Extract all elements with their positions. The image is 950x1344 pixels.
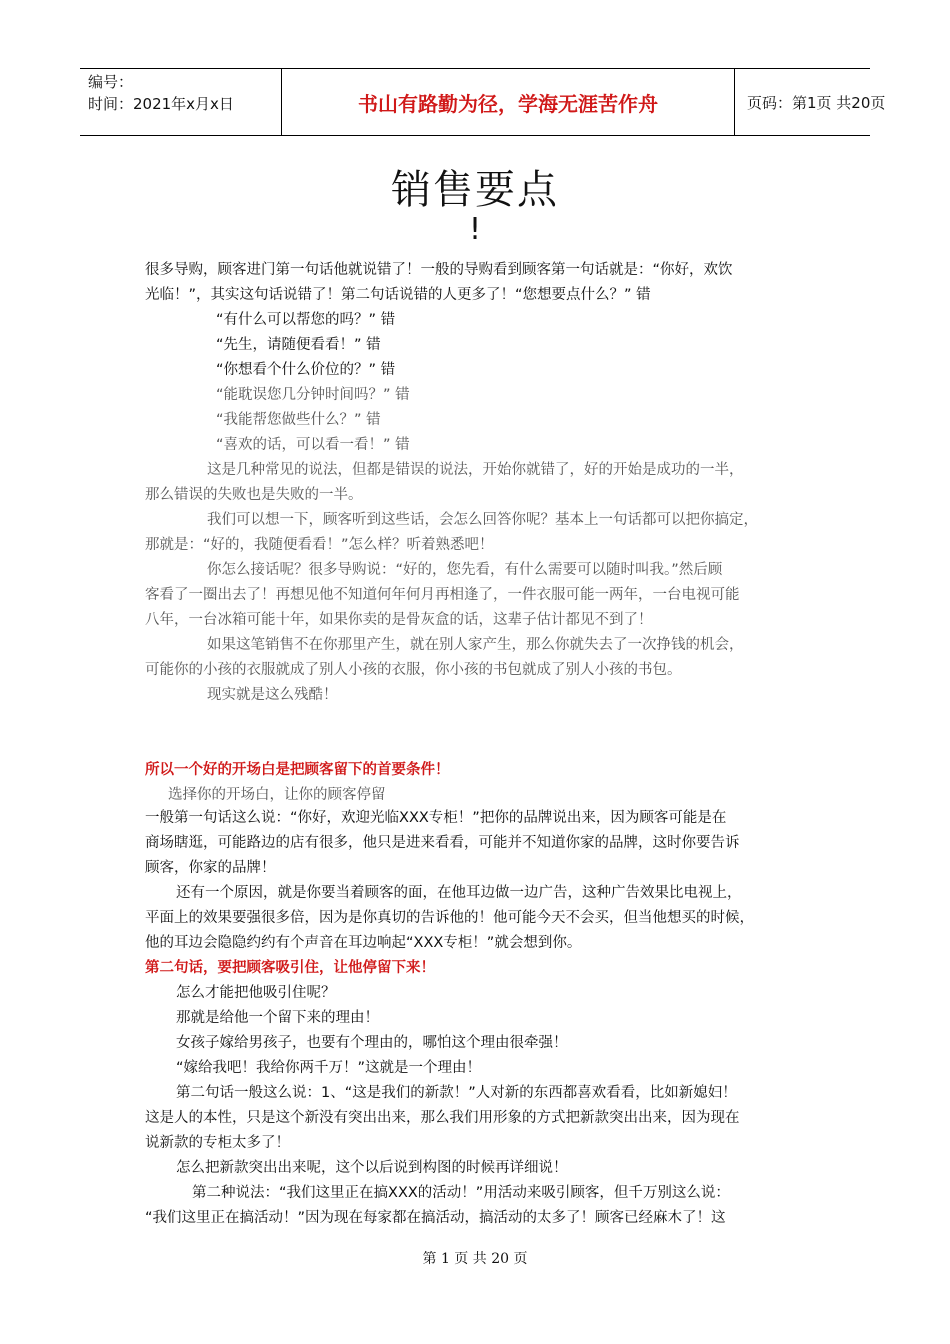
body-line: 一般第一句话这么说：“你好，欢迎光临XXX专柜！”把你的品牌说出来，因为顾客可能是在 (145, 810, 727, 826)
body-line: “先生，请随便看看！” 错 (216, 337, 381, 353)
body-line: 第二种说法：“我们这里正在搞XXX的活动！”用活动来吸引顾客，但千万别这么说： (192, 1185, 730, 1201)
body-line: 你怎么接话呢？很多导购说：“好的，您先看，有什么需要可以随时叫我。”然后顾 (207, 562, 723, 578)
body-line: 可能你的小孩的衣服就成了别人小孩的衣服，你小孩的书包就成了别人小孩的书包。 (145, 662, 682, 678)
body-line: 平面上的效果要强很多倍，因为是你真切的告诉他的！他可能今天不会买，但当他想买的时候， (145, 910, 754, 926)
body-line: “你想看个什么价位的？” 错 (216, 362, 396, 378)
body-line: 光临！”，其实这句话说错了！第二句话说错的人更多了！“您想要点什么？” 错 (145, 287, 651, 303)
body-line: 如果这笔销售不在你那里产生，就在别人家产生，那么你就失去了一次挣钱的机会， (207, 637, 744, 653)
body-line: 这是人的本性，只是这个新没有突出出来，那么我们用形象的方式把新款突出出来，因为现在 (145, 1110, 740, 1126)
header-page-code: 页码：第1页 共20页 (747, 93, 886, 112)
body-line: 顾客，你家的品牌！ (145, 860, 276, 876)
body-line: 这是几种常见的说法，但都是错误的说法，开始你就错了，好的开始是成功的一半， (207, 462, 744, 478)
body-line: 女孩子嫁给男孩子，也要有个理由的，哪怕这个理由很牵强！ (176, 1035, 568, 1051)
page-footer: 第 1 页 共 20 页 (422, 1251, 528, 1267)
body-line: 怎么把新款突出出来呢，这个以后说到构图的时候再详细说！ (176, 1160, 568, 1176)
section-heading: 第二句话，要把顾客吸引住，让他停留下来！ (145, 960, 435, 976)
body-line: “嫁给我吧！我给你两千万！”这就是一个理由！ (176, 1060, 482, 1076)
title-exclamation-mark: ! (468, 212, 482, 247)
body-line: 怎么才能把他吸引住呢？ (176, 985, 336, 1001)
header-meta (80, 69, 281, 135)
body-line: 我们可以想一下，顾客听到这些话，会怎么回答你呢？基本上一句话都可以把你搞定， (207, 512, 758, 528)
body-line: 那就是：“好的，我随便看看！”怎么样？听着熟悉吧！ (145, 537, 494, 553)
document-number-label: 编号： (88, 73, 134, 91)
section-heading: 所以一个好的开场白是把顾客留下的首要条件！ (145, 762, 450, 778)
body-line: 商场瞎逛，可能路边的店有很多，他只是进来看看，可能并不知道你家的品牌，这时你要告诉 (145, 835, 740, 851)
body-line: 还有一个原因，就是你要当着顾客的面，在他耳边做一边广告，这种广告效果比电视上， (176, 885, 742, 901)
document-date-label: 时间：2021年x月x日 (88, 95, 234, 113)
body-line: “我们这里正在搞活动！”因为现在每家都在搞活动，搞活动的太多了！顾客已经麻木了！这 (145, 1210, 726, 1226)
body-line: “能耽误您几分钟时间吗？” 错 (216, 387, 410, 403)
body-line: 客看了一圈出去了！再想见他不知道何年何月再相逢了，一件衣服可能一两年，一台电视可能 (145, 587, 740, 603)
body-line: 八年，一台冰箱可能十年，如果你卖的是骨灰盒的话，这辈子估计都见不到了！ (145, 612, 653, 628)
body-line: 第二句话一般这么说：1、“这是我们的新款！”人对新的东西都喜欢看看，比如新媳妇！ (176, 1085, 737, 1101)
body-line: 那么错误的失败也是失败的一半。 (145, 487, 363, 503)
header-motto: 书山有路勤为径，学海无涯苦作舟 (281, 69, 735, 135)
body-line: 说新款的专柜太多了！ (145, 1135, 290, 1151)
body-line: “喜欢的话，可以看一看！” 错 (216, 437, 410, 453)
body-line: 很多导购，顾客进门第一句话他就说错了！一般的导购看到顾客第一句话就是：“你好，欢饮 (145, 262, 733, 278)
body-line: 选择你的开场白，让你的顾客停留 (168, 787, 386, 803)
body-line: 他的耳边会隐隐约约有个声音在耳边响起“XXX专柜！”就会想到你。 (145, 935, 582, 951)
document-title: 销售要点 (391, 167, 559, 213)
page-header (80, 68, 886, 136)
body-line: “我能帮您做些什么？” 错 (216, 412, 381, 428)
body-line: “有什么可以帮您的吗？” 错 (216, 312, 396, 328)
body-line: 现实就是这么残酷！ (207, 687, 338, 703)
body-line: 那就是给他一个留下来的理由！ (176, 1010, 379, 1026)
